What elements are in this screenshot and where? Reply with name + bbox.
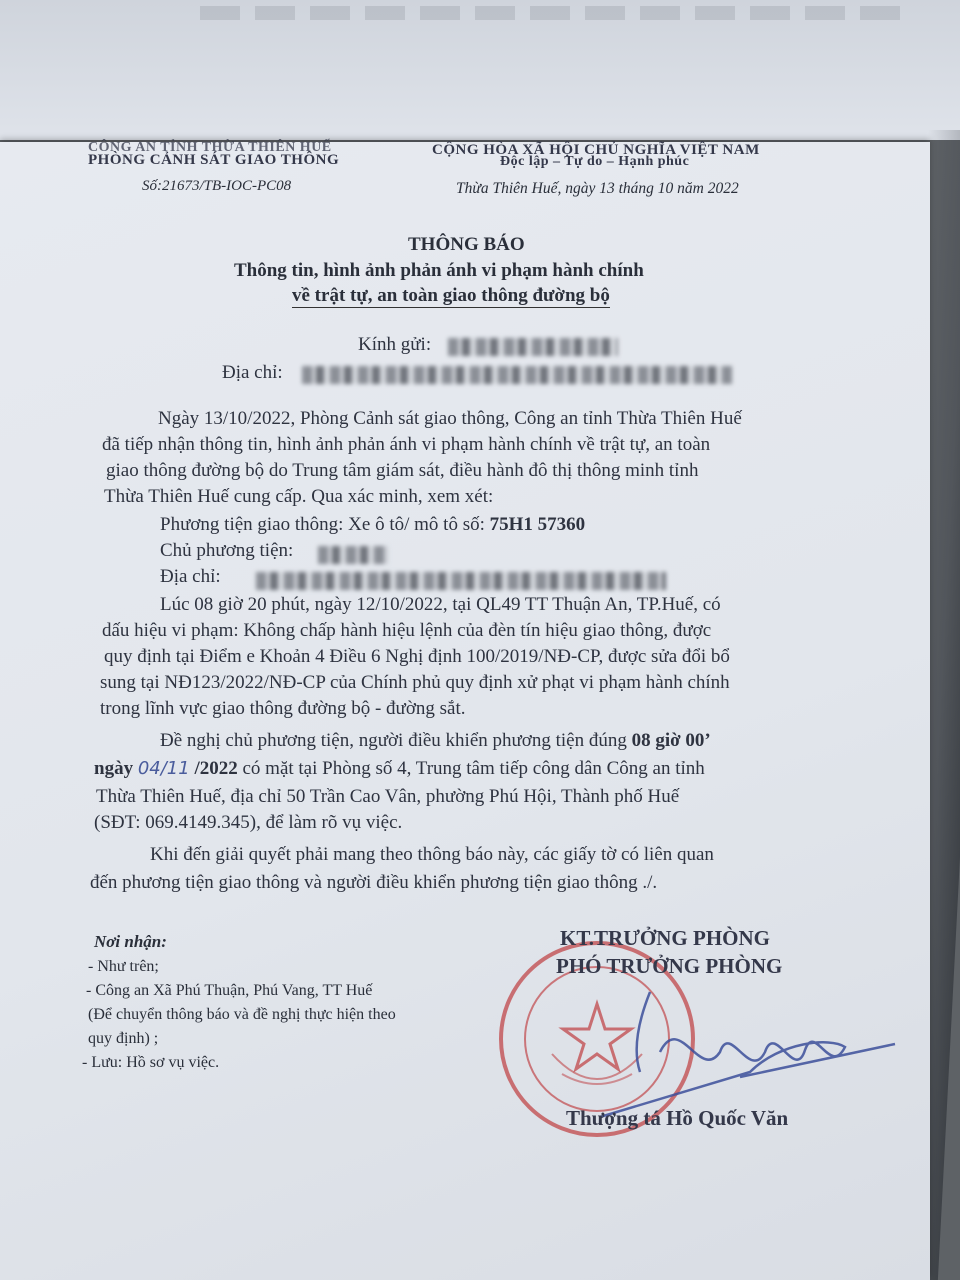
paragraph-4-line-1: Khi đến giải quyết phải mang theo thông báo này, các giấy tờ có liên quan bbox=[150, 844, 714, 865]
recipient-item-2: - Công an Xã Phú Thuận, Phú Vang, TT Huế bbox=[86, 982, 373, 999]
republic-line: CỘNG HÒA XÃ HỘI CHỦ NGHĨA VIỆT NAM bbox=[432, 142, 760, 158]
paragraph-2-line-5: trong lĩnh vực giao thông đường bộ - đường sắt. bbox=[100, 698, 466, 719]
handwritten-signature bbox=[560, 982, 900, 1122]
document-page bbox=[0, 142, 930, 1280]
signature-title-1: KT.TRƯỞNG PHÒNG bbox=[560, 926, 770, 950]
recipients-heading: Nơi nhận: bbox=[94, 932, 167, 951]
paragraph-1-line-3: giao thông đường bộ do Trung tâm giám sát, điều hành đô thị thông minh tỉnh bbox=[106, 460, 699, 481]
background-page bbox=[0, 0, 960, 140]
motto-line: Độc lập – Tự do – Hạnh phúc bbox=[500, 154, 690, 169]
recipient-address-label: Địa chỉ: bbox=[222, 362, 283, 383]
redacted-owner-address bbox=[256, 572, 666, 590]
signer-name: Thượng tá Hồ Quốc Văn bbox=[566, 1106, 789, 1130]
paragraph-3-line-2 bbox=[94, 756, 705, 782]
place-date: Thừa Thiên Huế, ngày 13 tháng 10 năm 2022 bbox=[456, 180, 739, 197]
paragraph-2-line-3: quy định tại Điểm e Khoản 4 Điều 6 Nghị định 100/2019/NĐ-CP, được sửa đổi bổ bbox=[104, 646, 730, 667]
appointment-place: có mặt tại Phòng số 4, Trung tâm tiếp công dân Công an tỉnh bbox=[242, 758, 705, 779]
paragraph-3-line-3: Thừa Thiên Huế, địa chỉ 50 Trần Cao Vân, phường Phú Hội, Thành phố Huế bbox=[96, 786, 680, 807]
recipient-item-3a: (Để chuyển thông báo và đề nghị thực hiện theo bbox=[88, 1006, 396, 1023]
paragraph-1-line-2: đã tiếp nhận thông tin, hình ảnh phản ánh vi phạm hành chính về trật tự, an toàn bbox=[102, 434, 711, 455]
recipient-item-1: - Như trên; bbox=[88, 958, 159, 975]
signature-title-2: PHÓ TRƯỞNG PHÒNG bbox=[556, 954, 783, 978]
appointment-year: /2022 bbox=[194, 758, 238, 779]
document-subtitle-1: Thông tin, hình ảnh phản ánh vi phạm hành chính bbox=[234, 260, 644, 281]
agency-line-1: CÔNG AN TỈNH THỪA THIÊN HUẾ bbox=[88, 140, 332, 155]
vehicle-line bbox=[160, 512, 585, 538]
appointment-time: 08 giờ 00’ bbox=[631, 730, 711, 751]
recipient-item-3b: quy định) ; bbox=[88, 1030, 159, 1047]
background-page-text bbox=[200, 6, 900, 20]
vehicle-label: Phương tiện giao thông: Xe ô tô/ mô tô số: bbox=[160, 514, 485, 535]
paragraph-4-line-2: đến phương tiện giao thông và người điều khiển phương tiện giao thông ./. bbox=[90, 872, 658, 893]
appointment-day-label: ngày bbox=[94, 758, 134, 779]
document-number: Số:21673/TB-IOC-PC08 bbox=[142, 178, 292, 194]
paragraph-2-line-1: Lúc 08 giờ 20 phút, ngày 12/10/2022, tại QL49 TT Thuận An, TP.Huế, có bbox=[160, 594, 721, 615]
handwritten-date: 04/11 bbox=[137, 758, 190, 779]
request-text: Đề nghị chủ phương tiện, người điều khiển phương tiện đúng bbox=[160, 730, 627, 751]
kinh-gui-label: Kính gửi: bbox=[358, 334, 432, 355]
paragraph-1-line-4: Thừa Thiên Huế cung cấp. Qua xác minh, xem xét: bbox=[104, 486, 494, 507]
redacted-recipient bbox=[448, 338, 618, 356]
paragraph-2-line-4: sung tại NĐ123/2022/NĐ-CP của Chính phủ quy định xử phạt vi phạm hành chính bbox=[100, 672, 730, 693]
paragraph-1-line-1: Ngày 13/10/2022, Phòng Cảnh sát giao thông, Công an tỉnh Thừa Thiên Huế bbox=[158, 408, 742, 429]
document-subtitle-2: về trật tự, an toàn giao thông đường bộ bbox=[292, 285, 610, 306]
agency-line-2: PHÒNG CẢNH SÁT GIAO THÔNG bbox=[88, 152, 340, 168]
recipient-item-4: - Lưu: Hồ sơ vụ việc. bbox=[82, 1054, 220, 1071]
paragraph-3-line-1 bbox=[160, 728, 711, 754]
redacted-owner bbox=[318, 546, 388, 564]
vehicle-plate: 75H1 57360 bbox=[489, 514, 586, 535]
owner-label: Chủ phương tiện: bbox=[160, 540, 294, 561]
paragraph-2-line-2: dấu hiệu vi phạm: Không chấp hành hiệu lệnh của đèn tín hiệu giao thông, được bbox=[102, 620, 712, 641]
document-title: THÔNG BÁO bbox=[408, 234, 525, 255]
redacted-recipient-address bbox=[302, 366, 732, 384]
paragraph-3-line-4: (SĐT: 069.4149.345), để làm rõ vụ việc. bbox=[94, 812, 403, 833]
owner-address-label: Địa chỉ: bbox=[160, 566, 221, 587]
